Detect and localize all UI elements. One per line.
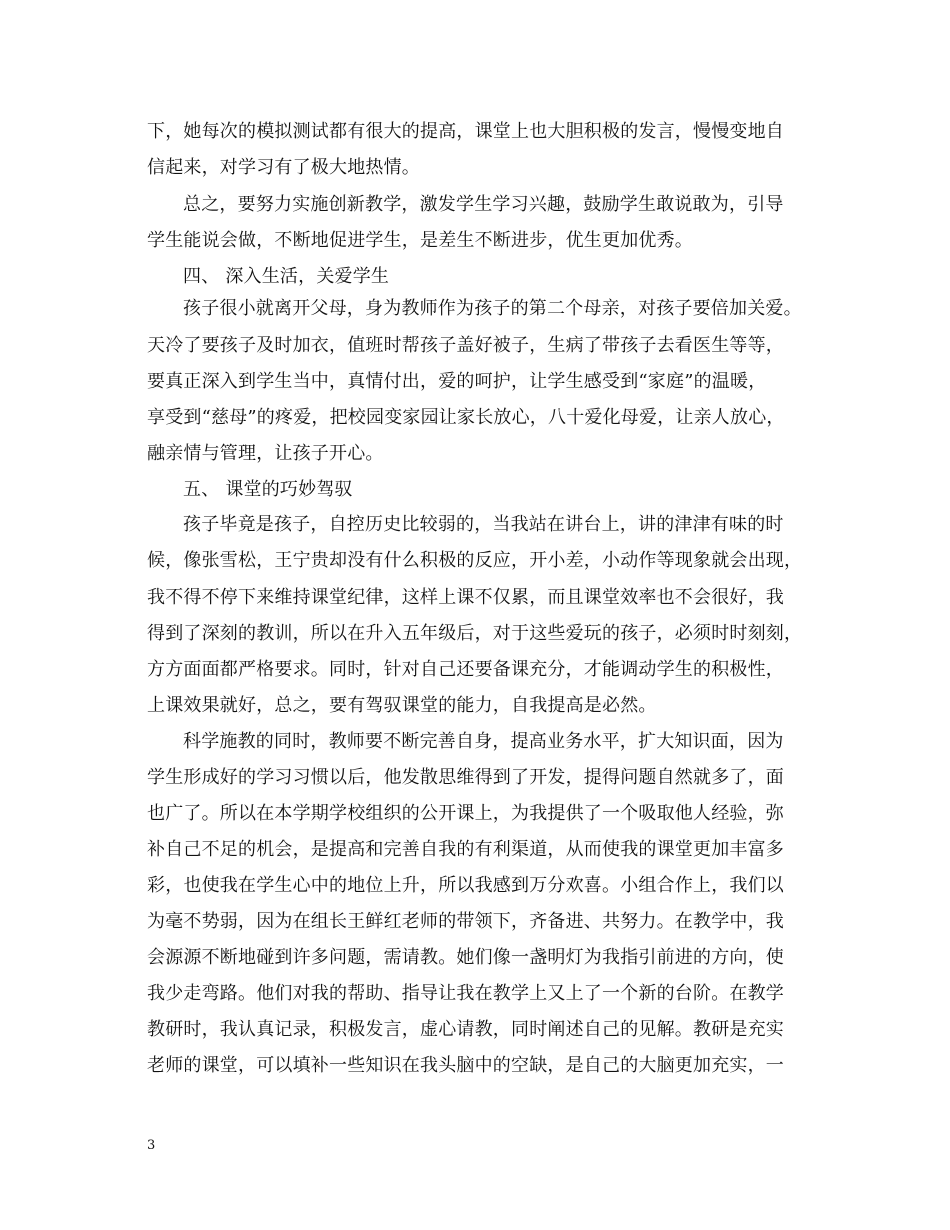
text-line: 享受到“慈母”的疼爱，把校园变家园让家长放心，八十爱化母爱，让亲人放心， — [147, 407, 785, 428]
text-line: 学生形成好的学习习惯以后，他发散思维得到了开发，提得问题自然就多了，面 — [147, 767, 784, 788]
text-line: 为毫不势弱，因为在组长王鲜红老师的带领下，齐备进、共努力。在教学中，我 — [147, 911, 784, 932]
text-line: 也广了。所以在本学期学校组织的公开课上，为我提供了一个吸取他人经验，弥 — [147, 803, 784, 824]
page-number: 3 — [147, 1138, 156, 1153]
text-line: 信起来，对学习有了极大地热情。 — [147, 157, 420, 178]
text-line: 融亲情与管理，让孩子开心。 — [147, 443, 384, 464]
text-line: 得到了深刻的教训，所以在升入五年级后，对于这些爱玩的孩子，必须时时刻刻， — [147, 623, 803, 644]
text-line: 方方面面都严格要求。同时，针对自己还要备课充分，才能调动学生的积极性， — [147, 659, 784, 680]
text-line: 孩子毕竟是孩子，自控历史比较弱的，当我站在讲台上，讲的津津有味的时 — [183, 514, 784, 535]
text-line: 候，像张雪松，王宁贵却没有什么积极的反应，开小差，小动作等现象就会出现， — [147, 550, 803, 571]
section-heading: 四、 深入生活，关爱学生 — [183, 266, 390, 287]
text-line: 我不得不停下来维持课堂纪律，这样上课不仅累，而且课堂效率也不会很好，我 — [147, 587, 784, 608]
text-line: 科学施教的同时，教师要不断完善自身，提高业务水平，扩大知识面，因为 — [183, 731, 784, 752]
text-line: 孩子很小就离开父母，身为教师作为孩子的第二个母亲，对孩子要倍加关爱。 — [183, 298, 802, 319]
text-line: 彩，也使我在学生心中的地位上升，所以我感到万分欢喜。小组合作上，我们以 — [147, 875, 784, 896]
text-line: 要真正深入到学生当中，真情付出，爱的呵护，让学生感受到“家庭”的温暖， — [147, 371, 767, 392]
text-line: 会源源不断地碰到许多问题，需请教。她们像一盏明灯为我指引前进的方向，使 — [147, 947, 784, 968]
section-heading: 五、 课堂的巧妙驾驭 — [183, 479, 353, 500]
text-line: 学生能说会做，不断地促进学生，是差生不断进步，优生更加优秀。 — [147, 230, 693, 251]
text-line: 补自己不足的机会，是提高和完善自我的有利渠道，从而使我的课堂更加丰富多 — [147, 839, 784, 860]
text-line: 上课效果就好，总之，要有驾驭课堂的能力，自我提高是必然。 — [147, 695, 657, 716]
text-line: 天冷了要孩子及时加衣，值班时帮孩子盖好被子，生病了带孩子去看医生等等， — [147, 335, 784, 356]
text-line: 老师的课堂，可以填补一些知识在我头脑中的空缺，是自己的大脑更加充实，一 — [147, 1055, 784, 1076]
text-line: 我少走弯路。他们对我的帮助、指导让我在教学上又上了一个新的台阶。在教学 — [147, 983, 784, 1004]
text-line: 下，她每次的模拟测试都有很大的提高，课堂上也大胆积极的发言，慢慢变地自 — [147, 121, 784, 142]
text-line: 教研时，我认真记录，积极发言，虚心请教，同时阐述自己的见解。教研是充实 — [147, 1019, 784, 1040]
text-line: 总之，要努力实施创新教学，激发学生学习兴趣，鼓励学生敢说敢为，引导 — [183, 194, 784, 215]
